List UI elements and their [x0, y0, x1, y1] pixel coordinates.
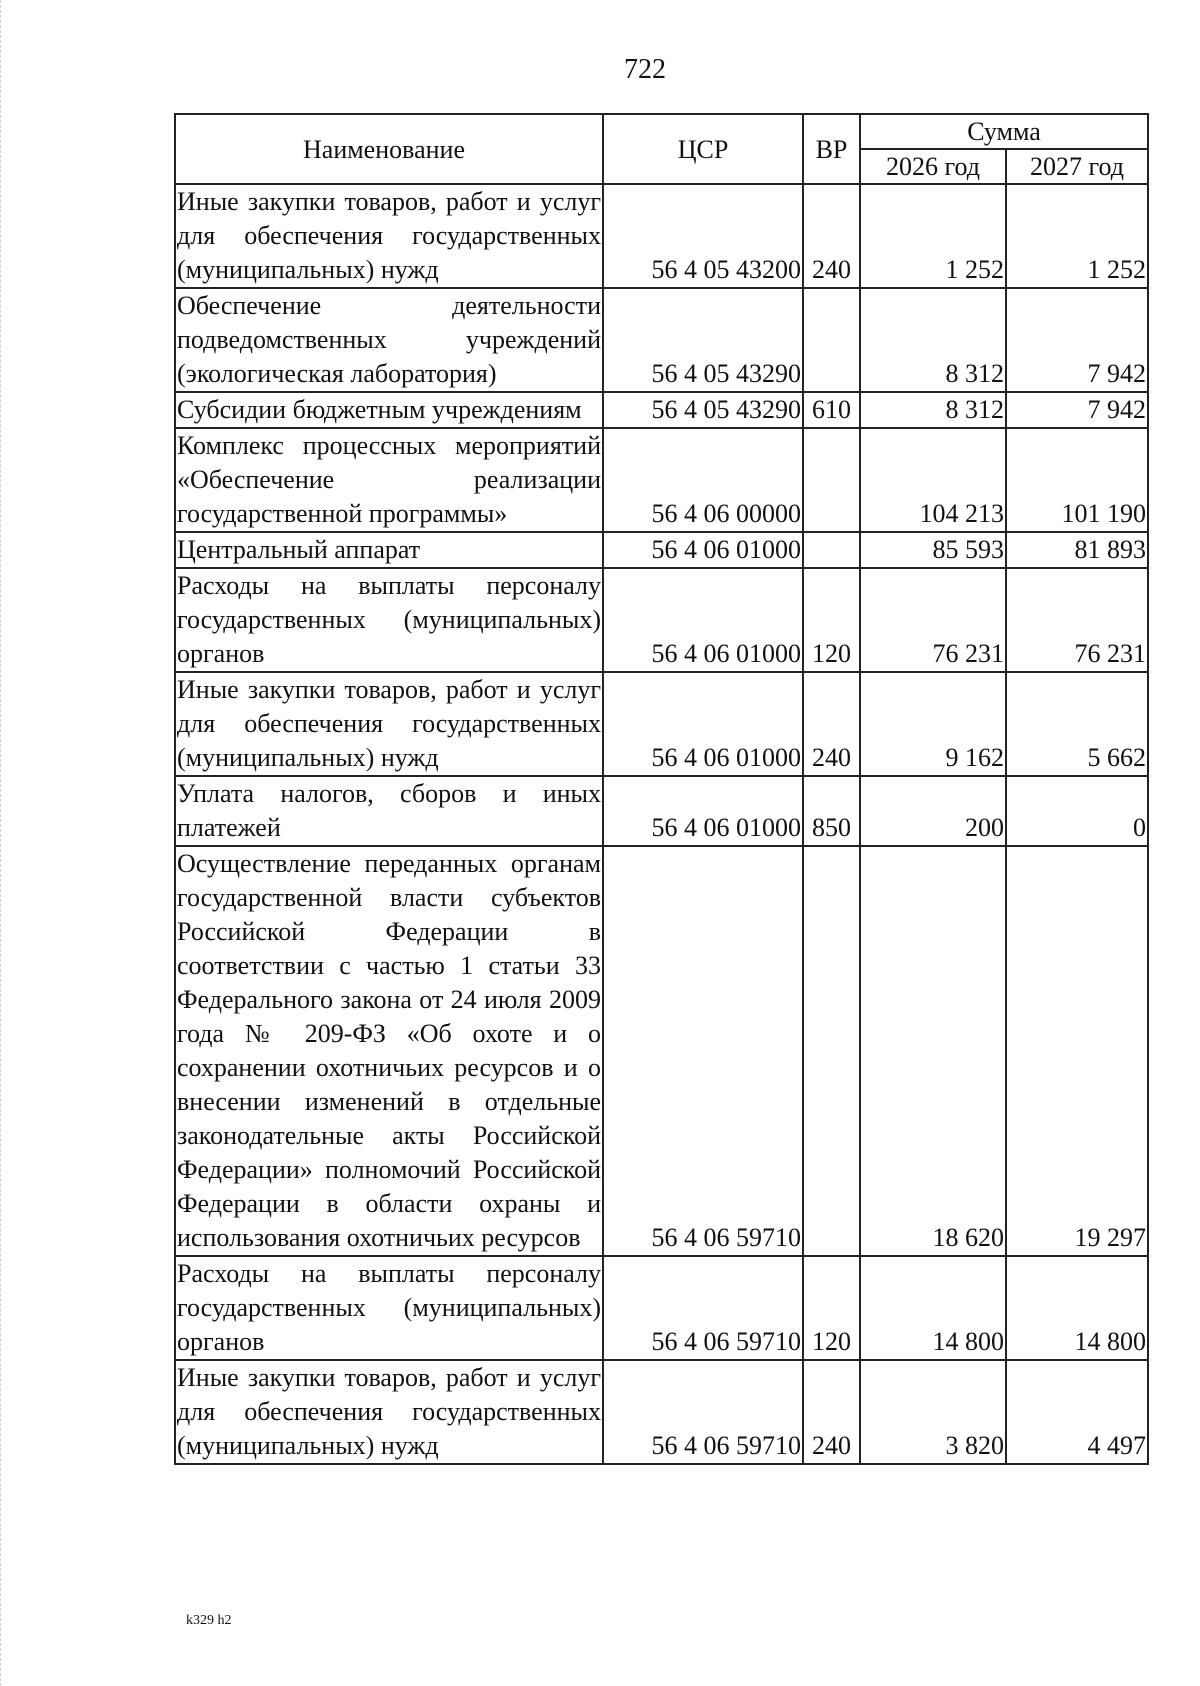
row-csr: 56 4 06 01000: [603, 776, 803, 846]
row-name: Иные закупки товаров, работ и услуг для обеспечения государственных (муниципальных) нужд: [175, 184, 603, 288]
row-vr: [803, 846, 860, 1256]
row-vr: 850: [803, 776, 860, 846]
row-sum-2026: 3 820: [860, 1360, 1006, 1464]
row-name: Обеспечение деятельности подведомственных учреждений (экологическая лаборатория): [175, 288, 603, 392]
row-name: Субсидии бюджетным учреждениям: [175, 392, 603, 428]
row-sum-2027: 76 231: [1006, 568, 1148, 672]
row-csr: 56 4 05 43290: [603, 288, 803, 392]
row-vr: 610: [803, 392, 860, 428]
header-csr: ЦСР: [603, 114, 803, 184]
row-sum-2026: 14 800: [860, 1256, 1006, 1360]
table-row: [175, 776, 1148, 846]
row-name: Иные закупки товаров, работ и услуг для обеспечения государственных (муниципальных) нужд: [175, 672, 603, 776]
row-sum-2026: 104 213: [860, 428, 1006, 532]
row-name: Осуществление переданных органам государственной власти субъектов Российской Федерации в соответствии с частью 1 статьи 33 Федерального закона от 24 июля 2009 года № 209-ФЗ «Об охоте и о сохранении охотничьих ресурсов и о внесении изменений в отдельные законодательные акты Российской Федерации» полномочий Российской Федерации в области охраны и использования охотничьих ресурсов: [175, 846, 603, 1256]
table-row: [175, 288, 1148, 392]
row-sum-2026: 76 231: [860, 568, 1006, 672]
row-vr: [803, 288, 860, 392]
row-sum-2026: 8 312: [860, 288, 1006, 392]
table-row: [175, 846, 1148, 1256]
row-sum-2027: 7 942: [1006, 288, 1148, 392]
row-vr: [803, 532, 860, 568]
table-row: [175, 672, 1148, 776]
footer-code: k329 h2: [186, 1613, 232, 1628]
row-csr: 56 4 05 43290: [603, 392, 803, 428]
row-sum-2027: 5 662: [1006, 672, 1148, 776]
row-csr: 56 4 06 59710: [603, 1256, 803, 1360]
row-vr: 120: [803, 1256, 860, 1360]
row-csr: 56 4 06 01000: [603, 672, 803, 776]
row-csr: 56 4 06 59710: [603, 846, 803, 1256]
row-sum-2027: 0: [1006, 776, 1148, 846]
table-row: [175, 392, 1148, 428]
budget-table: [174, 113, 1149, 1465]
table-header: [175, 114, 1148, 184]
row-sum-2027: 4 497: [1006, 1360, 1148, 1464]
header-name: Наименование: [175, 114, 603, 184]
row-sum-2027: 1 252: [1006, 184, 1148, 288]
header-year-2027: 2027 год: [1006, 149, 1148, 184]
row-vr: 120: [803, 568, 860, 672]
header-sum: Сумма: [860, 114, 1148, 149]
row-csr: 56 4 06 59710: [603, 1360, 803, 1464]
row-sum-2027: 81 893: [1006, 532, 1148, 568]
table-row: [175, 1256, 1148, 1360]
row-vr: [803, 428, 860, 532]
row-sum-2026: 200: [860, 776, 1006, 846]
row-sum-2027: 7 942: [1006, 392, 1148, 428]
row-name: Комплекс процессных мероприятий «Обеспечение реализации государственной программы»: [175, 428, 603, 532]
table-row: [175, 568, 1148, 672]
row-vr: 240: [803, 184, 860, 288]
row-sum-2026: 18 620: [860, 846, 1006, 1256]
table-row: [175, 1360, 1148, 1464]
table-row: [175, 184, 1148, 288]
row-csr: 56 4 05 43200: [603, 184, 803, 288]
row-name: Центральный аппарат: [175, 532, 603, 568]
row-sum-2026: 1 252: [860, 184, 1006, 288]
header-vr: ВР: [803, 114, 860, 184]
row-sum-2026: 8 312: [860, 392, 1006, 428]
row-sum-2027: 19 297: [1006, 846, 1148, 1256]
table-row: [175, 428, 1148, 532]
row-name: Расходы на выплаты персоналу государственных (муниципальных) органов: [175, 568, 603, 672]
scan-edge: [0, 0, 3, 1686]
table-row: [175, 532, 1148, 568]
row-name: Иные закупки товаров, работ и услуг для обеспечения государственных (муниципальных) нужд: [175, 1360, 603, 1464]
page-number: 722: [624, 54, 666, 85]
row-sum-2027: 14 800: [1006, 1256, 1148, 1360]
row-vr: 240: [803, 1360, 860, 1464]
row-name: Уплата налогов, сборов и иных платежей: [175, 776, 603, 846]
row-sum-2026: 9 162: [860, 672, 1006, 776]
row-sum-2026: 85 593: [860, 532, 1006, 568]
row-sum-2027: 101 190: [1006, 428, 1148, 532]
row-csr: 56 4 06 01000: [603, 532, 803, 568]
row-vr: 240: [803, 672, 860, 776]
row-name: Расходы на выплаты персоналу государственных (муниципальных) органов: [175, 1256, 603, 1360]
row-csr: 56 4 06 01000: [603, 568, 803, 672]
row-csr: 56 4 06 00000: [603, 428, 803, 532]
header-year-2026: 2026 год: [860, 149, 1006, 184]
